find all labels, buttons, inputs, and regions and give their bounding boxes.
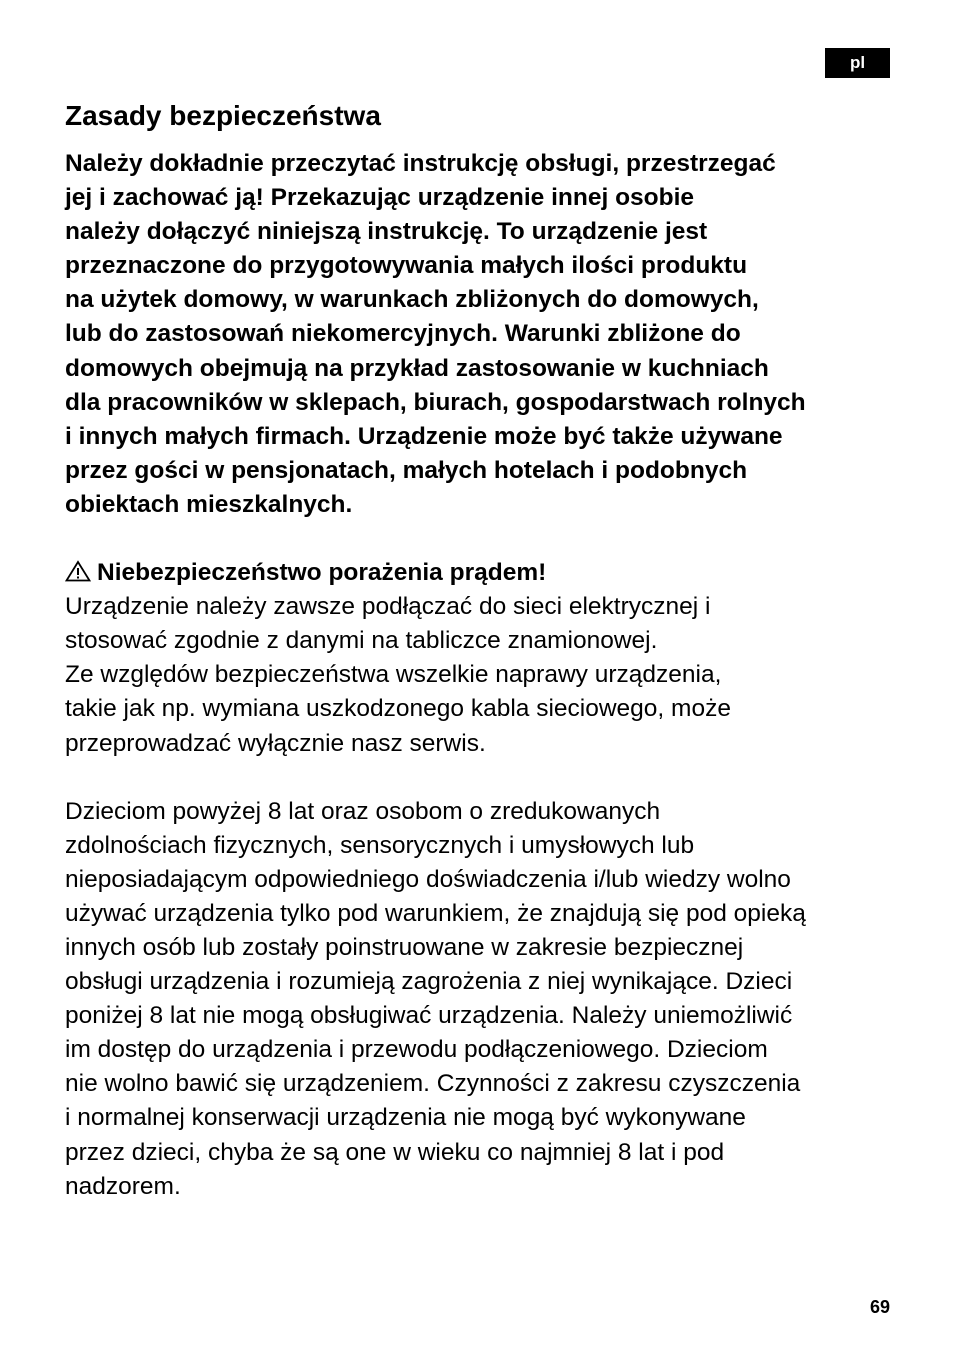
children-line: używać urządzenia tylko pod warunkiem, że znajdują się pod opieką bbox=[65, 899, 806, 927]
children-line: nie wolno bawić się urządzeniem. Czynności z zakresu czyszczenia bbox=[65, 1070, 801, 1098]
children-line: nieposiadającym odpowiedniego doświadczenia i/lub wiedzy wolno bbox=[65, 865, 791, 893]
page-number: 69 bbox=[869, 1297, 890, 1317]
intro-line: dla pracowników w sklepach, biurach, gospodarstwach rolnych bbox=[65, 388, 806, 416]
intro-line: domowych obejmują na przykład zastosowanie w kuchniach bbox=[65, 354, 769, 382]
intro-line: należy dołączyć niniejszą instrukcję. To urządzenie jest bbox=[65, 218, 708, 246]
children-line: poniżej 8 lat nie mogą obsługiwać urządzenia. Należy uniemożliwić bbox=[65, 1002, 793, 1030]
intro-line: przez gości w pensjonatach, małych hotelach i podobnych bbox=[65, 456, 748, 484]
intro-line: na użytek domowy, w warunkach zbliżonych do domowych, bbox=[65, 286, 759, 314]
intro-line: lub do zastosowań niekomercyjnych. Warunki zbliżone do bbox=[65, 320, 741, 348]
children-line: i normalnej konserwacji urządzenia nie mogą być wykonywane bbox=[65, 1104, 746, 1132]
children-line: im dostęp do urządzenia i przewodu podłączeniowego. Dzieciom bbox=[65, 1036, 768, 1064]
section-title: Zasady bezpieczeństwa bbox=[65, 100, 381, 131]
intro-paragraph bbox=[65, 147, 895, 522]
intro-line: jej i zachować ją! Przekazując urządzenie innej osobie bbox=[65, 184, 695, 212]
intro-line: i innych małych firmach. Urządzenie może być także używane bbox=[65, 422, 783, 450]
warning-heading-line bbox=[65, 556, 895, 590]
electric-shock-warning bbox=[65, 556, 895, 761]
warning-line: takie jak np. wymiana uszkodzonego kabla sieciowego, może bbox=[65, 695, 731, 723]
children-line: zdolnościach fizycznych, sensorycznych i umysłowych lub bbox=[65, 831, 695, 859]
warning-line: stosować zgodnie z danymi na tabliczce znamionowej. bbox=[65, 627, 658, 655]
intro-line: przeznaczone do przygotowywania małych ilości produktu bbox=[65, 252, 748, 280]
warning-line: Ze względów bezpieczeństwa wszelkie naprawy urządzenia, bbox=[65, 661, 722, 689]
children-line: innych osób lub zostały poinstruowane w zakresie bezpiecznej bbox=[65, 933, 744, 961]
warning-line: przeprowadzać wyłącznie nasz serwis. bbox=[65, 729, 486, 757]
children-line: przez dzieci, chyba że są one w wieku co najmniej 8 lat i pod bbox=[65, 1138, 725, 1166]
children-line: Dzieciom powyżej 8 lat oraz osobom o zredukowanych bbox=[65, 797, 661, 825]
children-line: obsługi urządzenia i rozumieją zagrożenia z niej wynikające. Dzieci bbox=[65, 968, 793, 996]
intro-line: obiektach mieszkalnych. bbox=[65, 490, 353, 518]
children-safety-paragraph bbox=[65, 795, 895, 1204]
warning-line: Urządzenie należy zawsze podłączać do sieci elektrycznej i bbox=[65, 593, 711, 621]
warning-heading: Niebezpieczeństwo porażenia prądem! bbox=[97, 559, 547, 587]
safety-section bbox=[65, 96, 895, 1204]
warning-triangle-icon bbox=[65, 560, 91, 582]
intro-line: Należy dokładnie przeczytać instrukcję obsługi, przestrzegać bbox=[65, 150, 776, 177]
children-line: nadzorem. bbox=[65, 1172, 181, 1200]
language-tag: pl bbox=[825, 48, 890, 78]
